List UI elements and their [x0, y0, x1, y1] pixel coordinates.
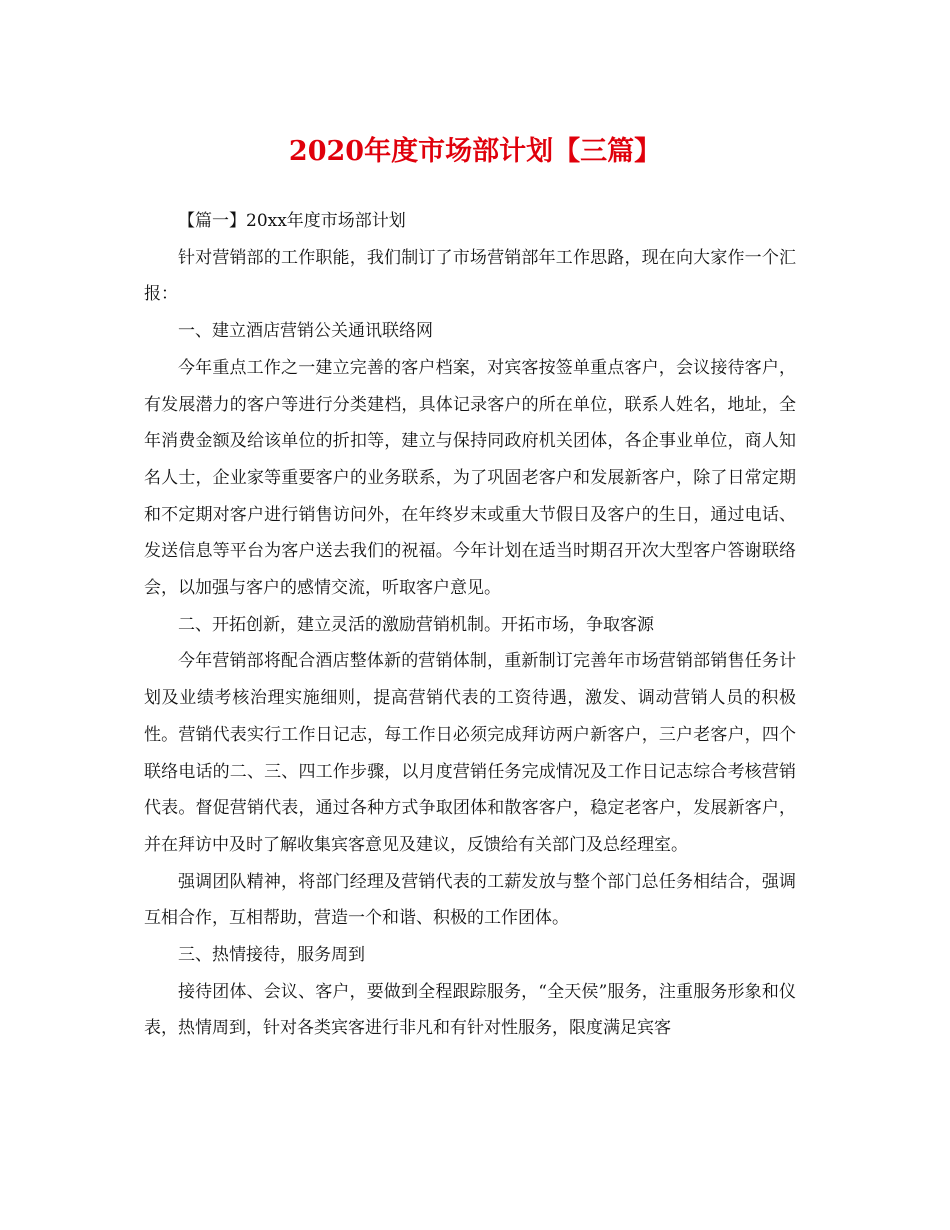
body-paragraph: 针对营销部的工作职能，我们制订了市场营销部年工作思路，现在向大家作一个汇报： — [144, 247, 796, 305]
body-paragraph: 今年重点工作之一建立完善的客户档案，对宾客按签单重点客户，会议接待客户，有发展潜力的客户等进行分类建档，具体记录客户的所在单位，联系人姓名，地址，全年消费金额及给该单位的折扣等，建立与保持同政府机关团体，各企事业单位，商人知名人士，企业家等重要客户的业务联系，为了巩固老客户和发展新客户，除了日常定期和不定期对客户进行销售访问外，在年终岁末或重大节假日及客户的生日，通过电话、发送信息等平台为客户送去我们的祝福。今年计划在适当时期召开次大型客户答谢联络会，以加强与客户的感情交流，听取客户意见。 — [144, 357, 796, 599]
body-paragraph: 强调团队精神，将部门经理及营销代表的工薪发放与整个部门总任务相结合，强调互相合作，互相帮助，营造一个和谐、积极的工作团体。 — [144, 871, 796, 929]
body-paragraph: 今年营销部将配合酒店整体新的营销体制，重新制订完善年市场营销部销售任务计划及业绩考核治理实施细则，提高营销代表的工资待遇，激发、调动营销人员的积极性。营销代表实行工作日记志，每工作日必须完成拜访两户新客户，三户老客户，四个联络电话的二、三、四工作步骤，以月度营销任务完成情况及工作日记志综合考核营销代表。督促营销代表，通过各种方式争取团体和散客客户，稳定老客户，发展新客户，并在拜访中及时了解收集宾客意见及建议，反馈给有关部门及总经理室。 — [144, 651, 796, 855]
document-body — [144, 203, 796, 1047]
section-heading-1: 一、建立酒店营销公关通讯联络网 — [178, 321, 433, 342]
section-heading-3: 三、热情接待，服务周到 — [178, 945, 365, 966]
body-paragraph: 接待团体、会议、客户，要做到全程跟踪服务，“全天侯”服务，注重服务形象和仪表，热情周到，针对各类宾客进行非凡和有针对性服务，限度满足宾客 — [144, 981, 796, 1039]
section-heading-part-one: 【篇一】20xx年度市场部计划 — [178, 211, 406, 231]
document-title: 2020年度市场部计划【三篇】 — [288, 136, 662, 167]
section-heading-2: 二、开拓创新，建立灵活的激励营销机制。开拓市场，争取客源 — [178, 614, 654, 635]
